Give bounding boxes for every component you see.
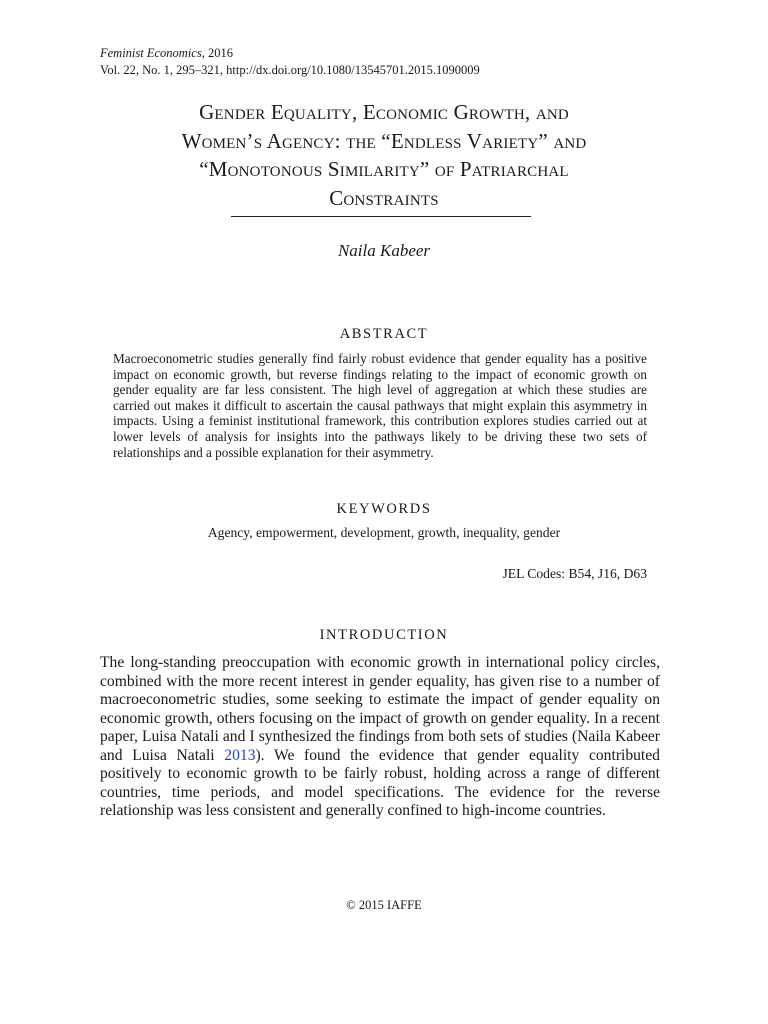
- journal-name: Feminist Economics: [100, 46, 202, 60]
- title-line-4: Constraints: [329, 185, 439, 210]
- article-title: [100, 98, 668, 212]
- title-line-1: Gender Equality, Economic Growth, and: [199, 100, 569, 124]
- journal-citation: Vol. 22, No. 1, 295–321, http://dx.doi.org/10.1080/13545701.2015.1090009: [100, 63, 480, 77]
- title-line-3: “Monotonous Similarity” of Patriarchal: [199, 157, 569, 181]
- title-line-2: Women’s Agency: the “Endless Variety” and: [181, 128, 587, 153]
- copyright-notice: © 2015 IAFFE: [346, 898, 422, 912]
- journal-title-line: [100, 45, 480, 62]
- keywords-text: Agency, empowerment, development, growth, inequality, gender: [207, 525, 561, 540]
- intro-text-part-1: The long-standing preoccupation with economic growth in international policy circles, combined with the more recent interest in gender equality, has given rise to a number of macroeconometric studies, some seeking to estimate the impact of gender equality on economic growth, others focusing on the impact of growth on gender equality. In a recent paper, Luisa Natali and I synthesized the findings from both sets of studies (Naila Kabeer and Luisa Natali: [100, 654, 660, 764]
- abstract-text: Macroeconometric studies generally find fairly robust evidence that gender equality has a positive impact on economic growth, but reverse findings relating to the impact of economic growth on gender equality are far less consistent. The high level of aggregation at which these studies are carried out makes it difficult to ascertain the causal pathways that might explain this asymmetry in impacts. Using a feminist institutional framework, this contribution explores studies carried out at lower levels of analysis for insights into the pathways likely to be driving these two sets of relationships and a possible explanation for their asymmetry.: [113, 351, 647, 460]
- intro-text-part-2: ). We found the evidence that gender equality contributed positively to economic growth to be fairly robust, holding across a range of different countries, time periods, and model specifications. The evidence for the reverse relationship was less consistent and generally confined to high-income countries.: [100, 746, 660, 819]
- citation-link-2013[interactable]: 2013: [224, 746, 256, 764]
- jel-codes: JEL Codes: B54, J16, D63: [502, 566, 647, 581]
- introduction-heading: INTRODUCTION: [319, 627, 449, 643]
- introduction-paragraph: [100, 654, 660, 821]
- title-divider: [231, 216, 531, 217]
- journal-year: , 2016: [201, 46, 233, 60]
- journal-header: [100, 45, 480, 79]
- author-name: Naila Kabeer: [337, 241, 431, 260]
- keywords-heading: KEYWORDS: [336, 501, 432, 517]
- abstract-heading: ABSTRACT: [339, 326, 429, 342]
